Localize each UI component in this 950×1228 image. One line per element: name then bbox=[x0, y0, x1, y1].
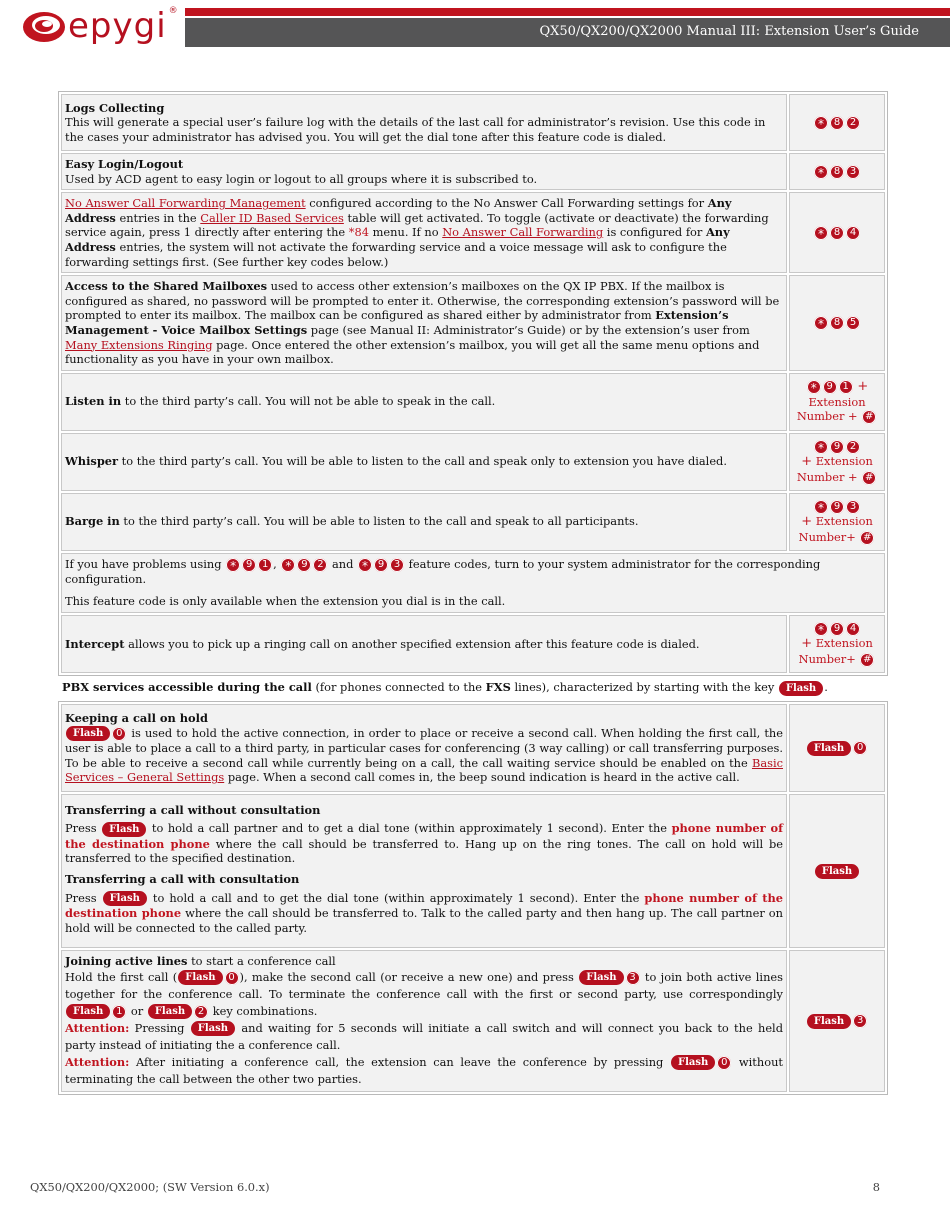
hash-key-icon: # bbox=[862, 471, 876, 485]
bold-text: Intercept bbox=[65, 636, 125, 651]
digit-key-icon: 2 bbox=[846, 116, 860, 130]
number-label: Number + bbox=[796, 469, 858, 484]
link-caller-id-based-services[interactable]: Caller ID Based Services bbox=[200, 210, 344, 225]
text: lines), characterized by starting with the key bbox=[510, 680, 778, 694]
digit-key-icon: 9 bbox=[830, 622, 844, 636]
star-key-icon: * bbox=[807, 380, 821, 394]
table-row bbox=[61, 615, 885, 673]
number-label: Number+ bbox=[798, 529, 856, 544]
link-no-answer-cf[interactable]: No Answer Call Forwarding bbox=[442, 225, 604, 240]
star-key-icon: * bbox=[226, 558, 240, 572]
row-text: This will generate a special user’s failure log with the details of the last call for administrator’s revision. Use this code in the cases your administrator has advised you. You will get the dial tone after this feature code is dialed. bbox=[65, 115, 766, 144]
digit-key-icon: 8 bbox=[830, 226, 844, 240]
bold-text: Access to the Shared Mailboxes bbox=[65, 279, 268, 294]
digit-key-icon: 3 bbox=[626, 971, 640, 985]
feature-code bbox=[789, 493, 885, 551]
bold-text: Whisper bbox=[65, 454, 119, 469]
flash-key-icon: Flash bbox=[815, 864, 859, 879]
text: Pressing bbox=[129, 1020, 190, 1035]
row-text bbox=[65, 891, 783, 936]
table-row bbox=[61, 794, 885, 948]
epygi-swirl-icon bbox=[22, 10, 66, 44]
star-key-icon: * bbox=[814, 165, 828, 179]
text: feature codes, turn to your system administrator for the corresponding configuration. bbox=[65, 556, 821, 586]
link-basic-services-general-settings[interactable]: Basic Services – General Settings bbox=[65, 755, 783, 785]
flash-key-icon: Flash bbox=[779, 681, 823, 696]
text: entries in the bbox=[115, 210, 201, 225]
digit-key-icon: 9 bbox=[830, 500, 844, 514]
flash-key-icon: Flash bbox=[66, 1004, 110, 1019]
text: and waiting for 5 seconds will initiate a call switch and will connect you back to the held party instead of initiating the a conference call. bbox=[65, 1020, 783, 1052]
row-text bbox=[65, 969, 783, 1020]
text: configured according to the No Answer Call Forwarding settings for bbox=[305, 196, 708, 211]
feature-code bbox=[789, 192, 885, 273]
row-description bbox=[61, 615, 787, 673]
plus-sign: + bbox=[801, 453, 813, 469]
text: is used to hold the active connection, in order to place or receive a second call. When holding the first call, the user is able to place a call to a third party, in particular cases for conferencing (3 way calling) or call transferring purposes. To be able to receive a second call while currently being on a call, the call waiting service should be enabled on the bbox=[65, 725, 783, 770]
text: allows you to pick up a ringing call on another specified extension after this feature code is dialed. bbox=[124, 636, 700, 651]
row-text bbox=[65, 726, 783, 785]
star-key-icon: * bbox=[358, 558, 372, 572]
table-row bbox=[61, 553, 885, 613]
row-text bbox=[65, 821, 783, 866]
digit-key-icon: 4 bbox=[846, 622, 860, 636]
attention-label: Attention: bbox=[65, 1054, 130, 1069]
feature-code bbox=[789, 275, 885, 371]
bold-text: Any Address bbox=[65, 225, 730, 254]
digit-key-icon: 9 bbox=[242, 558, 256, 572]
row-description bbox=[61, 192, 787, 273]
code-text: *84 bbox=[348, 225, 369, 240]
digit-key-icon: 1 bbox=[839, 380, 853, 394]
row-title: Transferring a call without consultation bbox=[65, 802, 321, 817]
digit-key-icon: 8 bbox=[830, 116, 844, 130]
text: . bbox=[824, 680, 828, 694]
brand-name: epygi ® bbox=[68, 6, 179, 46]
row-description bbox=[61, 950, 787, 1092]
text: If you have problems using bbox=[65, 556, 226, 571]
table-row bbox=[61, 275, 885, 371]
flash-key-icon: Flash bbox=[579, 970, 623, 985]
text: to hold a call and to get the dial tone (within approximately 1 second). Enter the bbox=[147, 890, 645, 905]
text: Hold the first call ( bbox=[65, 969, 178, 984]
flash-key-icon: Flash bbox=[178, 970, 222, 985]
digit-key-icon: 0 bbox=[225, 971, 239, 985]
table-row bbox=[61, 493, 885, 551]
bold-text: FXS bbox=[485, 680, 511, 694]
highlight-text: phone number of the destination phone bbox=[65, 821, 783, 851]
plus-sign: + bbox=[801, 636, 813, 652]
text: table will get activated. To toggle (activate or deactivate) the forwarding service again, press 1 directly after entering the bbox=[65, 210, 769, 240]
flash-key-icon: Flash bbox=[102, 822, 146, 837]
bold-text: Barge in bbox=[65, 514, 120, 529]
digit-key-icon: 0 bbox=[717, 1056, 731, 1070]
feature-code bbox=[789, 615, 885, 673]
pbx-services-table bbox=[58, 701, 888, 1095]
row-description bbox=[61, 493, 787, 551]
digit-key-icon: 1 bbox=[258, 558, 272, 572]
link-no-answer-cf-management[interactable]: No Answer Call Forwarding Management bbox=[65, 196, 306, 211]
digit-key-icon: 8 bbox=[830, 316, 844, 330]
table-row bbox=[61, 433, 885, 491]
row-description bbox=[61, 153, 787, 190]
extension-label: Extension bbox=[815, 636, 873, 651]
feature-code bbox=[789, 950, 885, 1092]
note-text: This feature code is only available when the extension you dial is in the call. bbox=[65, 594, 506, 609]
row-title: Transferring a call with consultation bbox=[65, 872, 300, 886]
star-key-icon: * bbox=[814, 500, 828, 514]
text: to the third party’s call. You will be able to listen to the call and speak to all participants. bbox=[119, 514, 639, 529]
digit-key-icon: 4 bbox=[846, 226, 860, 240]
feature-code bbox=[789, 94, 885, 151]
text: to the third party’s call. You will be able to listen to the call and speak only to extension you have dialed. bbox=[118, 454, 727, 469]
row-title: Logs Collecting bbox=[65, 100, 165, 115]
text: After initiating a conference call, the extension can leave the conference by pressing bbox=[129, 1054, 670, 1069]
feature-codes-table bbox=[58, 91, 888, 676]
text: to join both active lines together for the conference call. To terminate the conference call with the first or second party, use correspondingly bbox=[65, 969, 783, 1001]
star-key-icon: * bbox=[814, 316, 828, 330]
text: ), make the second call (or receive a new one) and press bbox=[239, 969, 579, 984]
digit-key-icon: 3 bbox=[846, 165, 860, 179]
hash-key-icon: # bbox=[860, 653, 874, 667]
digit-key-icon: 5 bbox=[846, 316, 860, 330]
feature-code bbox=[789, 373, 885, 431]
text: page (see Manual II: Administrator’s Guide) or by the extension’s user from bbox=[307, 322, 750, 337]
number-label: Number + bbox=[796, 409, 858, 424]
table-row bbox=[61, 94, 885, 151]
text: Press bbox=[65, 890, 102, 905]
table-row bbox=[61, 950, 885, 1092]
attention-note bbox=[65, 1020, 783, 1054]
text: or bbox=[127, 1003, 147, 1018]
flash-key-icon: Flash bbox=[66, 726, 110, 741]
star-key-icon: * bbox=[814, 440, 828, 454]
text: , bbox=[273, 556, 281, 571]
row-description bbox=[61, 94, 787, 151]
digit-key-icon: 0 bbox=[853, 741, 867, 755]
text: (for phones connected to the bbox=[311, 680, 486, 694]
highlight-text: phone number of the destination phone bbox=[65, 890, 784, 921]
text: menu. If no bbox=[368, 225, 443, 240]
row-title bbox=[65, 954, 783, 969]
digit-key-icon: 0 bbox=[112, 727, 126, 741]
attention-label: Attention: bbox=[65, 1020, 130, 1035]
text: where the call should be transferred to. Talk to the called party and then hang up. The call partner on hold will be connected to the called party. bbox=[65, 906, 783, 935]
plus-sign: + bbox=[801, 513, 813, 529]
star-key-icon: * bbox=[814, 116, 828, 130]
footer-version: QX50/QX200/QX2000; (SW Version 6.0.x) bbox=[30, 1180, 270, 1194]
table-row bbox=[61, 192, 885, 273]
problems-line bbox=[65, 557, 881, 587]
digit-key-icon: 3 bbox=[853, 1014, 867, 1028]
feature-code bbox=[789, 433, 885, 491]
flash-key-icon: Flash bbox=[148, 1004, 192, 1019]
number-label: Number+ bbox=[798, 651, 856, 666]
feature-code bbox=[789, 153, 885, 190]
table-row bbox=[61, 704, 885, 792]
row-description bbox=[61, 794, 787, 948]
hash-key-icon: # bbox=[862, 410, 876, 424]
digit-key-icon: 9 bbox=[830, 440, 844, 454]
pbx-services-intro bbox=[62, 680, 828, 696]
digit-key-icon: 9 bbox=[823, 380, 837, 394]
flash-key-icon: Flash bbox=[103, 891, 147, 906]
text: where the call should be transferred to. Hang up on the ring tones. The call on hold will be transferred to the specified destination. bbox=[65, 836, 783, 866]
attention-note bbox=[65, 1054, 783, 1088]
table-row bbox=[61, 153, 885, 190]
page-number: 8 bbox=[872, 1180, 880, 1194]
flash-key-icon: Flash bbox=[191, 1021, 235, 1036]
text: Press bbox=[65, 821, 102, 836]
digit-key-icon: 8 bbox=[830, 165, 844, 179]
row-title: Easy Login/Logout bbox=[65, 157, 184, 171]
text: key combinations. bbox=[209, 1003, 318, 1018]
hash-key-icon: # bbox=[860, 531, 874, 545]
digit-key-icon: 1 bbox=[112, 1005, 126, 1019]
epygi-logo bbox=[22, 8, 182, 48]
text: and bbox=[328, 556, 358, 571]
bold-text: PBX services accessible during the call bbox=[62, 680, 312, 694]
text: entries, the system will not activate the forwarding service and a voice message will ask to configure the forwarding settings first. (See further key codes below.) bbox=[65, 239, 727, 269]
text: to start a conference call bbox=[187, 954, 336, 968]
flash-key-icon: Flash bbox=[671, 1055, 715, 1070]
flash-key-icon: Flash bbox=[807, 1014, 851, 1029]
row-note bbox=[61, 553, 885, 613]
header-red-bar bbox=[185, 8, 950, 16]
text: is configured for bbox=[603, 225, 706, 240]
star-key-icon: * bbox=[281, 558, 295, 572]
link-many-extensions-ringing[interactable]: Many Extensions Ringing bbox=[65, 337, 213, 352]
digit-key-icon: 3 bbox=[846, 500, 860, 514]
bold-text: Extension’s Management - Voice Mailbox Settings bbox=[65, 308, 729, 337]
text: used to access other extension’s mailboxes on the QX IP PBX. If the mailbox is configured as shared, no password will be prompted to enter it. Otherwise, the corresponding extension’s password will be prompted to enter its mailbox. The mailbox can be configured as shared either by administrator from bbox=[65, 279, 780, 323]
feature-code bbox=[789, 794, 885, 948]
text: to the third party’s call. You will not be able to speak in the call. bbox=[121, 394, 496, 409]
document-title: QX50/QX200/QX2000 Manual III: Extension User’s Guide bbox=[539, 24, 919, 39]
plus-sign: + bbox=[857, 379, 869, 395]
text: page. Once entered the other extension’s mailbox, you will get all the same menu options and functionality as you have in your own mailbox. bbox=[65, 337, 760, 367]
feature-code bbox=[789, 704, 885, 792]
row-title: Keeping a call on hold bbox=[65, 711, 208, 726]
text: to hold a call partner and to get a dial tone (within approximately 1 second). Enter the bbox=[147, 821, 672, 836]
star-key-icon: * bbox=[814, 622, 828, 636]
extension-label: Extension bbox=[808, 394, 866, 409]
row-description bbox=[61, 275, 787, 371]
text: page. When a second call comes in, the beep sound indication is heard in the active call. bbox=[224, 770, 740, 785]
row-description bbox=[61, 373, 787, 431]
star-key-icon: * bbox=[814, 226, 828, 240]
digit-key-icon: 2 bbox=[194, 1005, 208, 1019]
extension-label: Extension bbox=[815, 513, 873, 528]
bold-text: Joining active lines bbox=[65, 954, 188, 968]
text: without terminating the call between the other two parties. bbox=[65, 1054, 783, 1086]
digit-key-icon: 3 bbox=[390, 558, 404, 572]
digit-key-icon: 9 bbox=[297, 558, 311, 572]
bold-text: Any Address bbox=[65, 196, 732, 225]
digit-key-icon: 2 bbox=[313, 558, 327, 572]
bold-text: Listen in bbox=[65, 394, 122, 409]
row-description bbox=[61, 433, 787, 491]
digit-key-icon: 2 bbox=[846, 440, 860, 454]
table-row bbox=[61, 373, 885, 431]
digit-key-icon: 9 bbox=[374, 558, 388, 572]
row-text: Used by ACD agent to easy login or logout to all groups where it is subscribed to. bbox=[65, 171, 538, 186]
flash-key-icon: Flash bbox=[807, 741, 851, 756]
extension-label: Extension bbox=[815, 453, 873, 468]
row-description bbox=[61, 704, 787, 792]
